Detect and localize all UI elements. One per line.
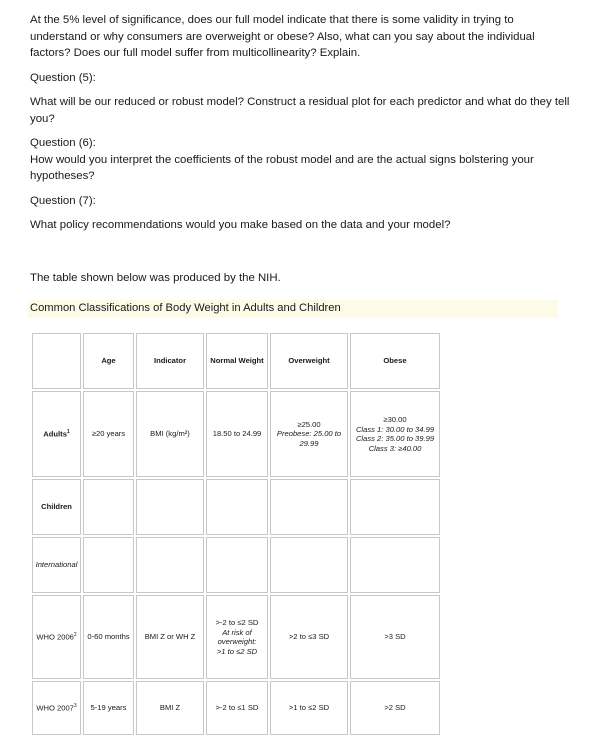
children-obese — [350, 479, 440, 535]
table-row-who2006 — [32, 595, 440, 679]
children-normal — [206, 479, 268, 535]
children-overweight — [270, 479, 348, 535]
table-caption: Common Classifications of Body Weight in Adults and Children — [30, 302, 341, 314]
row-label-children: Children — [32, 479, 81, 535]
table-row-who2007 — [32, 681, 440, 735]
who2007-normal: >-2 to ≤1 SD — [206, 681, 268, 735]
header-age: Age — [83, 333, 134, 389]
international-age — [83, 537, 134, 593]
international-obese — [350, 537, 440, 593]
who2007-overweight: >1 to ≤2 SD — [270, 681, 348, 735]
who2006-at-risk: At risk of overweight: — [217, 627, 257, 646]
who2007-age: 5-19 years — [83, 681, 134, 735]
adults-obese-threshold: ≥30.00 — [383, 415, 407, 424]
q7-heading: Question (7): — [30, 194, 96, 207]
q6-text: How would you interpret the coefficients of the robust model and are the actual signs bolstering your hypotheses? — [30, 153, 534, 182]
who2007-indicator: BMI Z — [136, 681, 204, 735]
header-obese: Obese — [350, 333, 440, 389]
header-normal-weight: Normal Weight — [206, 333, 268, 389]
header-cell-empty — [32, 333, 81, 389]
q7-text: What policy recommendations would you make based on the data and your model? — [30, 219, 451, 231]
nih-note: The table shown below was produced by the NIH. — [30, 272, 281, 284]
adults-overweight-threshold: ≥25.00 — [297, 419, 321, 429]
adults-normal: 18.50 to 24.99 — [206, 391, 268, 477]
header-overweight: Overweight — [270, 333, 348, 389]
who2006-age: 0-60 months — [83, 595, 134, 679]
row-label-adults: Adults$^1$ — [32, 391, 81, 477]
caption-highlight — [28, 300, 558, 318]
adults-overweight — [270, 391, 348, 477]
adults-obese-class2: Class 2: 35.00 to 39.99 — [355, 434, 435, 443]
who2007-obese: >2 SD — [350, 681, 440, 735]
international-indicator — [136, 537, 204, 593]
children-indicator — [136, 479, 204, 535]
who2006-at-risk-range: >1 to ≤2 SD — [216, 646, 258, 656]
adults-obese — [350, 391, 440, 477]
adults-preobese: Preobese: 25.00 to 29.99 — [276, 429, 342, 448]
intro-paragraph: At the 5% level of significance, does our full model indicate that there is some validity in trying to understand or why consumers are overweight or obese? Also, what can you say about the individual factors? Does our full model suffer from multicollinearity? Explain. — [30, 14, 535, 59]
table-header-row — [32, 333, 440, 389]
table-row-children — [32, 479, 440, 535]
international-overweight — [270, 537, 348, 593]
who2006-indicator: BMI Z or WH Z — [136, 595, 204, 679]
q5-heading: Question (5): — [30, 71, 96, 84]
document-body — [30, 12, 570, 234]
table-row-adults — [32, 391, 440, 477]
q5-text: What will be our reduced or robust model? Construct a residual plot for each predictor and what do they tell you? — [30, 96, 570, 125]
who2006-normal — [206, 595, 268, 679]
who2006-normal-range: >-2 to ≤2 SD — [215, 618, 259, 627]
row-label-who2006: WHO 2006$^2$ — [32, 595, 81, 679]
table-row-international — [32, 537, 440, 593]
who2006-obese: >3 SD — [350, 595, 440, 679]
adults-obese-class3: Class 3: ≥40.00 — [368, 443, 422, 453]
international-normal — [206, 537, 268, 593]
row-label-who2007: WHO 2007$^3$ — [32, 681, 81, 735]
children-age — [83, 479, 134, 535]
adults-indicator: BMI (kg/m²) — [136, 391, 204, 477]
who2006-overweight: >2 to ≤3 SD — [270, 595, 348, 679]
adults-obese-class1: Class 1: 30.00 to 34.99 — [355, 424, 435, 434]
adults-age: ≥20 years — [83, 391, 134, 477]
row-label-international: International — [32, 537, 81, 593]
q6-heading: Question (6): — [30, 137, 96, 149]
header-indicator: Indicator — [136, 333, 204, 389]
body-weight-table — [30, 331, 442, 737]
